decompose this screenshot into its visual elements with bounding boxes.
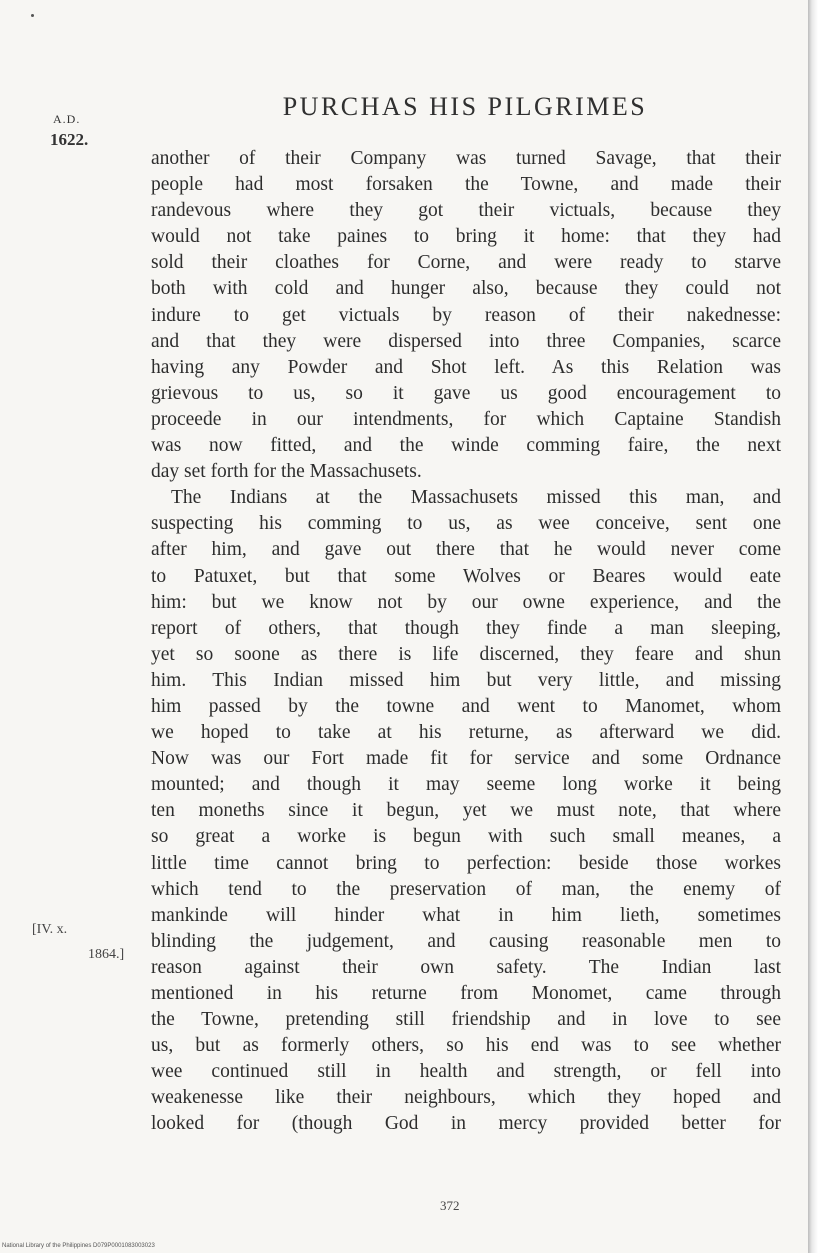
page-speck [31,14,34,17]
year-label: 1622. [50,130,89,149]
text-line: so great a worke is begun with such small meanes, a [151,826,781,848]
text-line: which tend to the preservation of man, the enemy of [151,878,781,900]
text-line: grievous to us, so it gave us good encouragement to [151,382,781,404]
text-line: mentioned in his returne from Monomet, came through [151,983,781,1004]
text-line: wee continued still in health and strength, or fell into [151,1061,781,1083]
scan-credit: National Library of the Philippines D079P0001083003023 [2,1243,155,1249]
text-line: yet so soone as there is life discerned, they feare and shun [151,643,781,665]
text-line: was now fitted, and the winde comming faire, the next [151,435,781,457]
text-line: him: but we know not by our owne experience, and the [151,591,781,613]
text-line: him passed by the towne and went to Manomet, whom [151,695,781,717]
text-line: ten moneths since it begun, yet we must note, that where [151,800,781,822]
text-line: people had most forsaken the Towne, and made their [151,174,781,196]
text-line: day set forth for the Massachusets. [151,461,422,483]
margin-note-volume: [IV. x. [32,922,68,937]
page-number: 372 [440,1198,460,1213]
text-line: reason against their own safety. The Indian last [151,956,781,978]
text-line: and that they were dispersed into three Companies, scarce [151,330,781,352]
text-line: looked for (though God in mercy provided better for [151,1113,781,1135]
ad-label: A.D. [53,112,81,126]
text-line: would not take paines to bring it home: that they had [151,226,781,248]
text-line: suspecting his comming to us, as wee conceive, sent one [151,513,781,535]
text-line: report of others, that though they finde a man sleeping, [151,617,781,639]
text-line: The Indians at the Massachusets missed this man, and [171,487,781,509]
text-line: both with cold and hunger also, because they could not [151,278,781,300]
text-line: indure to get victuals by reason of their nakednesse: [151,304,781,326]
text-line: mankinde will hinder what in him lieth, sometimes [151,904,781,926]
text-line: Now was our Fort made fit for service and some Ordnance [151,748,781,770]
text-line: sold their cloathes for Corne, and were ready to starve [151,252,781,274]
text-line: after him, and gave out there that he would never come [151,539,781,561]
text-line: proceede in our intendments, for which Captaine Standish [151,408,781,430]
text-line: him. This Indian missed him but very little, and missing [151,669,781,691]
text-line: the Towne, pretending still friendship and in love to see [151,1009,781,1031]
text-line: another of their Company was turned Savage, that their [151,148,781,169]
running-title: PURCHAS HIS PILGRIMES [282,92,648,121]
text-line: mounted; and though it may seeme long worke it being [151,774,781,796]
text-line: us, but as formerly others, so his end was to see whether [151,1035,781,1057]
text-line: we hoped to take at his returne, as afterward we did. [151,722,781,744]
text-line: blinding the judgement, and causing reasonable men to [151,930,781,952]
body-text [151,146,781,1138]
text-line: to Patuxet, but that some Wolves or Beares would eate [151,565,781,587]
text-line: randevous where they got their victuals, because they [151,200,781,222]
page-edge-shadow [808,0,818,1253]
text-line: having any Powder and Shot left. As this Relation was [151,356,781,378]
text-line: weakenesse like their neighbours, which they hoped and [151,1087,781,1109]
margin-note-page: 1864.] [88,947,125,962]
text-line: little time cannot bring to perfection: beside those workes [151,852,781,874]
